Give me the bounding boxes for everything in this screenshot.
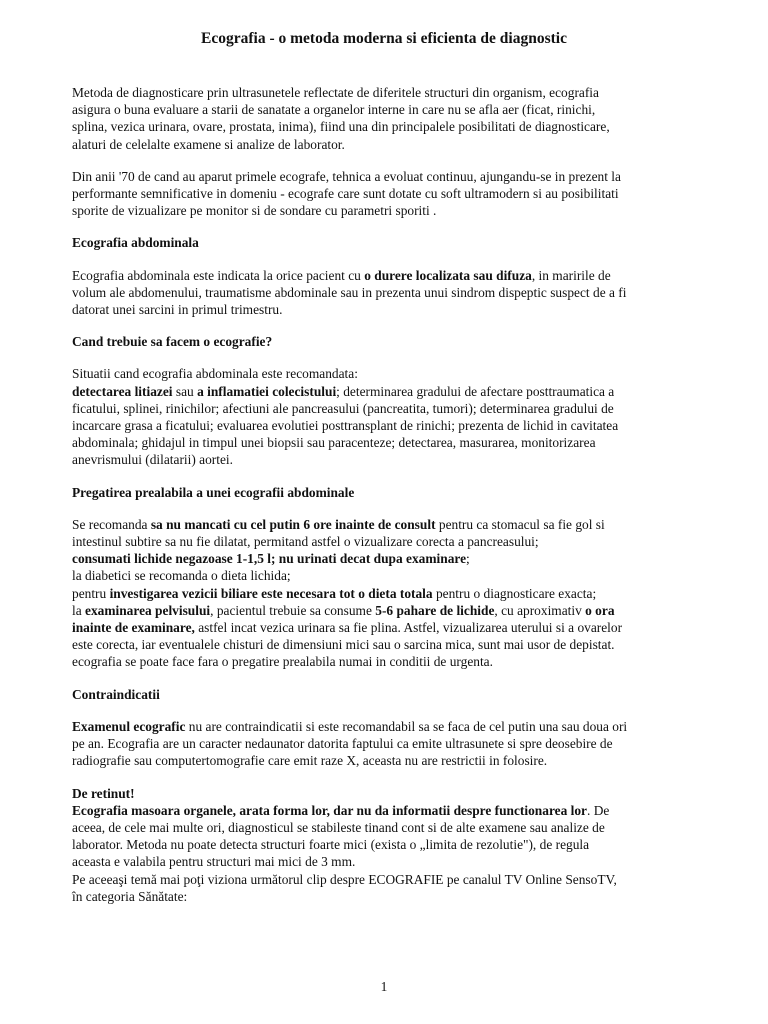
text-line: laborator. Metoda nu poate detecta structuri foarte mici (exista o „limita de rezolutie"), de regula	[72, 837, 590, 853]
section-heading-contraindications: Contraindicatii	[72, 686, 160, 702]
text-run: Ecografia abdominala este indicata la orice pacient cu	[72, 267, 365, 283]
text-line	[72, 516, 696, 533]
bold-text: a inflamatiei colecistului	[197, 383, 337, 399]
section-heading-abdominal: Ecografia abdominala	[72, 235, 199, 251]
text-line: la diabetici se recomanda o dieta lichida;	[72, 568, 291, 584]
remember-paragraph	[72, 785, 696, 905]
text-line	[72, 619, 696, 636]
text-run: pentru	[72, 585, 110, 601]
text-line: aceea, de cele mai multe ori, diagnosticul se stabileste tinand cont si de alte examene sau analize de	[72, 819, 605, 835]
text-run: ; determinarea gradului de afectare posttraumatica a	[336, 383, 615, 399]
text-run: . De	[587, 802, 610, 818]
text-line: aceasta e valabila pentru structuri mai mici de 3 mm.	[72, 854, 356, 870]
text-line: splina, vezica urinara, ovare, prostata, inima), fiind una din principalele posibilitati de diagnosticare,	[72, 119, 610, 135]
bold-text: Examenul ecografic	[72, 718, 186, 734]
text-run: pentru o diagnosticare exacta;	[432, 585, 597, 601]
text-line	[72, 718, 696, 735]
text-run: Se recomanda	[72, 516, 151, 532]
text-line	[72, 802, 696, 819]
section-heading-prep: Pregatirea prealabila a unei ecografii abdominale	[72, 484, 355, 500]
page-title: Ecografia - o metoda moderna si eficienta de diagnostic	[201, 30, 567, 47]
intro-paragraph-1	[72, 84, 696, 153]
text-line: Metoda de diagnosticare prin ultrasunetele reflectate de diferitele structuri din organism, ecografia	[72, 85, 599, 100]
document-page	[72, 30, 696, 920]
text-line	[72, 267, 696, 284]
text-line: abdominala; ghidajul in timpul unei biopsii sau paracenteze; detectarea, masurarea, monitorizarea	[72, 435, 596, 451]
text-line	[72, 550, 696, 567]
intro-paragraph-2	[72, 168, 696, 220]
text-line	[72, 383, 696, 400]
text-line: Din anii '70 de cand au aparut primele ecografe, tehnica a evoluat continuu, ajungandu-se in prezent la	[72, 168, 621, 184]
text-line	[72, 602, 696, 619]
bold-text: detectarea litiazei	[72, 383, 173, 399]
bold-text: investigarea vezicii biliare este necesara tot o dieta totala	[109, 585, 433, 601]
text-run: , cu aproximativ	[494, 602, 586, 618]
text-run: sau	[172, 383, 198, 399]
text-line: alaturi de celelalte examene si analize de laborator.	[72, 136, 345, 152]
contra-paragraph	[72, 718, 696, 770]
text-line: ficatului, splinei, rinichilor; afectiuni ale pancreasului (pancreatita, tumori); determinarea gradului de	[72, 400, 614, 416]
text-run: la	[72, 602, 86, 618]
bold-text: o durere localizata sau difuza	[364, 267, 532, 283]
text-line: este corecta, iar eventualele chisturi de dimensiuni mici sau o sarcina mica, sunt mai usor de depistat.	[72, 637, 615, 653]
text-line: Pe aceeaşi temă mai poţi viziona următorul clip despre ECOGRAFIE pe canalul TV Online SensoTV,	[72, 871, 617, 887]
text-line: intestinul subtire sa nu fie dilatat, permitand astfel o vizualizare corecta a pancreasului;	[72, 534, 539, 550]
text-run: , in maririle de	[531, 267, 611, 283]
remember-heading	[72, 785, 696, 802]
bold-text: sa nu mancati cu cel putin 6 ore inainte de consult	[150, 516, 436, 532]
text-run: astfel incat vezica urinara sa fie plina. Astfel, vizualizarea uterului si a ovarelor	[194, 620, 623, 636]
bold-text: examinarea pelvisului	[85, 602, 211, 618]
prep-paragraph	[72, 516, 696, 671]
text-line: anevrismului (dilatarii) aortei.	[72, 452, 234, 468]
when-paragraph	[72, 365, 696, 468]
text-line: sporite de vizualizare pe monitor si de sondare cu parametri sporiti .	[72, 203, 437, 219]
bold-text: Ecografia masoara organele, arata forma lor, dar nu da informatii despre functionarea lor	[72, 802, 587, 818]
text-line: volum ale abdomenului, traumatisme abdominale sau in prezenta unui sindrom dispeptic suspect de a fi	[72, 284, 627, 300]
text-line: radiografie sau computertomografie care emit raze X, aceasta nu are restrictii in folosire.	[72, 753, 548, 769]
bold-text: consumati lichide negazoase 1-1,5 l; nu urinati decat dupa examinare	[72, 551, 467, 567]
bold-text: inainte de examinare,	[72, 620, 195, 636]
section-heading-when: Cand trebuie sa facem o ecografie?	[72, 334, 273, 350]
bold-text: 5-6 pahare de lichide	[375, 602, 495, 618]
abdominal-paragraph	[72, 267, 696, 319]
text-line: datorat unei sarcini in primul trimestru.	[72, 302, 283, 318]
text-line: incarcare grasa a ficatului; evaluarea evolutiei posttransplant de rinichi; prezenta de lichid in cavitatea	[72, 418, 619, 434]
text-line	[72, 585, 696, 602]
text-run: nu are contraindicatii si este recomandabil sa se faca de cel putin una sau doua ori	[185, 718, 628, 734]
text-line: ecografia se poate face fara o pregatire prealabila numai in conditii de urgenta.	[72, 654, 493, 670]
text-line: asigura o buna evaluare a starii de sanatate a organelor interne in care nu se afla aer (ficat, rinichi,	[72, 102, 596, 118]
text-line: Situatii cand ecografia abdominala este recomandata:	[72, 366, 358, 382]
page-number: 1	[380, 979, 388, 994]
text-run: pentru ca stomacul sa fie gol si	[435, 516, 605, 532]
bold-text: De retinut!	[72, 785, 135, 801]
text-line: performante semnificative in domeniu - ecografe care sunt dotate cu soft ultramodern si au posibilitati	[72, 186, 619, 202]
text-line: pe an. Ecografia are un caracter nedaunator datorita faptului ca emite ultrasunete si spre deosebire de	[72, 736, 613, 752]
text-run: , pacientul trebuie sa consume	[210, 602, 376, 618]
text-line: în categoria Sănătate:	[72, 888, 188, 904]
text-run: ;	[466, 551, 470, 567]
bold-text: o ora	[585, 602, 615, 618]
